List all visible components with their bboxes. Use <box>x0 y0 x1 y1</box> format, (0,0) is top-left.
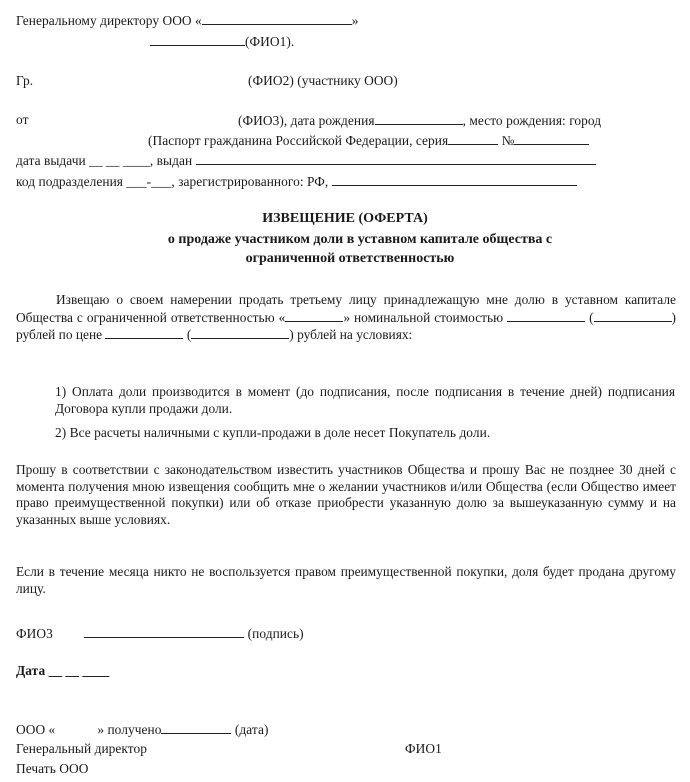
company-blank <box>285 309 343 322</box>
signature-hint: (подпись) <box>247 626 304 641</box>
notice-subtitle-2: ограниченной ответственностью <box>245 251 455 266</box>
notice-subtitle-1: о продаже участником доли в уставном капитале общества с <box>167 232 553 247</box>
date-label: Дата <box>16 663 46 678</box>
registered-label: , зарегистрированного: РФ, <box>171 174 329 189</box>
fio3-birth-label: (ФИО3), дата рождения <box>238 113 375 128</box>
address-blank <box>332 173 577 186</box>
director-label: Генеральному директору ООО « <box>16 13 202 28</box>
birthplace-label: , место рождения: город <box>462 113 602 128</box>
dept-code-label: код подразделения <box>16 174 123 189</box>
passport-series-blank <box>448 132 498 145</box>
received-date-blank <box>161 721 231 734</box>
signer-name: ФИО3 <box>16 626 53 641</box>
notice-text-5: ( <box>186 327 192 342</box>
signature-blank <box>84 625 244 638</box>
footer-fio1: ФИО1 <box>405 741 442 756</box>
notice-text-4: ) рублей по цене <box>16 309 676 342</box>
nominal-value-blank <box>507 309 585 322</box>
signature-line <box>16 625 304 642</box>
dept-code-blank: ___-___ <box>126 174 172 189</box>
issue-date-label: дата выдачи <box>16 153 86 168</box>
fio1-label: (ФИО1). <box>245 34 295 49</box>
fio1-blank <box>150 33 245 46</box>
preemption-paragraph: Если в течение месяца никто не воспользуется правом преимущественной покупки, доля будет продана другому лицу. <box>16 564 676 596</box>
footer-ooo-label: ООО « <box>16 722 56 737</box>
price-words-blank <box>191 326 289 339</box>
date-blank: __ __ ____ <box>48 663 110 678</box>
fio3-birth-line <box>238 112 601 129</box>
passport-line <box>148 132 589 149</box>
date-hint: (дата) <box>234 722 269 737</box>
passport-label: (Паспорт гражданина Российской Федерации, серия <box>148 133 449 148</box>
fio2-label: (ФИО2) (участнику ООО) <box>248 73 398 88</box>
from-label: от <box>16 112 29 127</box>
birthdate-blank <box>375 112 463 125</box>
issued-by-label: , выдан <box>149 153 193 168</box>
condition-item-1: 1) Оплата доли производится в момент (до подписания, после подписания в течение дней) подписания Договора купли продажи доли. <box>55 384 675 416</box>
received-label: » получено <box>97 722 162 737</box>
fio1-line <box>150 33 294 50</box>
quote-close: » <box>351 13 359 28</box>
general-director-label: Генеральный директор <box>16 741 148 756</box>
passport-number-blank <box>514 132 589 145</box>
nominal-words-blank <box>594 309 672 322</box>
condition-item-2: 2) Все расчеты наличными с купли-продажи в доле несет Покупатель доли. <box>55 425 491 440</box>
issued-by-blank <box>196 152 596 165</box>
price-blank <box>105 326 183 339</box>
issue-line <box>16 152 596 169</box>
notice-text-3: ( <box>589 309 594 325</box>
date-line <box>16 663 109 679</box>
notice-text-6: ) рублей на условиях: <box>289 327 413 342</box>
dept-line <box>16 173 577 190</box>
stamp-label: Печать ООО <box>16 761 89 776</box>
notice-text-2: » номинальной стоимостью <box>343 309 504 325</box>
gr-label: Гр. <box>16 73 34 88</box>
notice-paragraph <box>16 292 676 344</box>
issue-date-blank: __ __ ____ <box>89 153 150 168</box>
received-line <box>16 721 268 738</box>
company-name-blank <box>202 12 352 25</box>
notice-text-1: Извещаю о своем намерении продать третьему лицу принадлежащую мне долю в уставном капитале Общества с ограниченной ответственностью « <box>16 292 676 325</box>
addressee-line <box>16 12 359 29</box>
passport-number-label: № <box>501 133 515 148</box>
notice-title: ИЗВЕЩЕНИЕ (ОФЕРТА) <box>262 211 428 226</box>
request-paragraph: Прошу в соответствии с законодательством известить участников Общества и прошу Вас не позднее 30 дней с момента получения мною извещения сообщить мне о желании участников и/или Общества (если Общество имеет право преимущественной покупки) или об отказе приобрести указанную долю за вышеуказанную сумму и на указанных выше условиях. <box>16 462 676 527</box>
